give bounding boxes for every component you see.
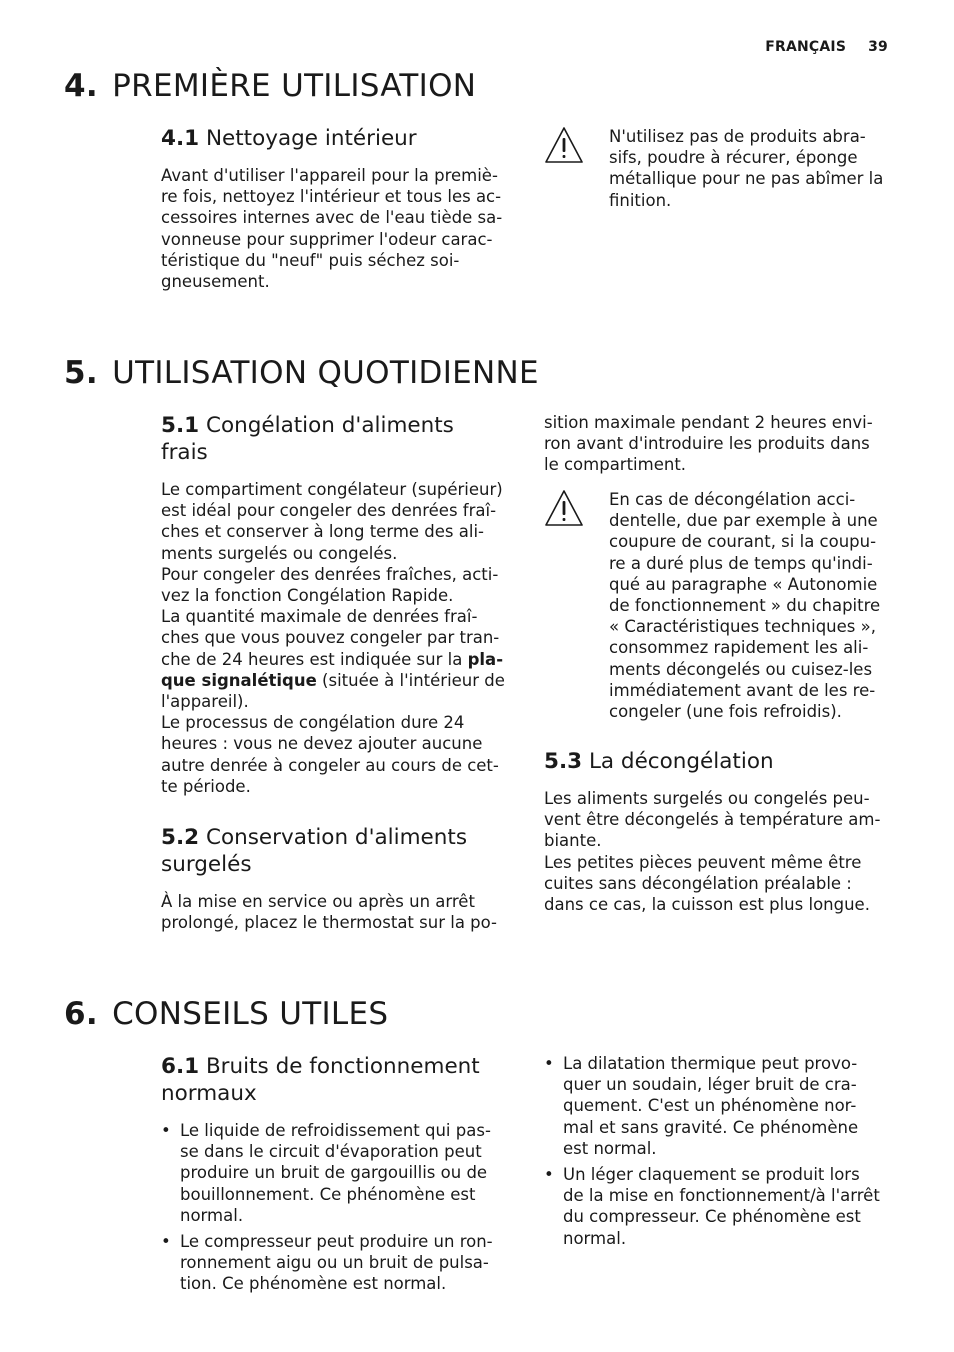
- subsection-number: 4.1: [161, 126, 200, 151]
- text-line: finition.: [609, 190, 672, 210]
- text-line: tion. Ce phénomène est normal.: [180, 1274, 447, 1294]
- subsection-title: Conservation d'aliments: [205, 825, 468, 850]
- subsection-4-1: [161, 125, 516, 292]
- list-item: [161, 1231, 516, 1295]
- text-line: le compartiment.: [544, 455, 687, 475]
- text-line: Pour congeler des denrées fraîches, acti-: [161, 564, 499, 584]
- text-line: coupure de courant, si la coupu-: [609, 532, 877, 552]
- warning-text: [609, 126, 901, 211]
- section-number: 6.: [64, 996, 98, 1032]
- list-item: [161, 1120, 516, 1226]
- text-line: • Un léger claquement se produit lors: [563, 1165, 860, 1185]
- text-line: congeler (une fois refroidis).: [609, 702, 842, 722]
- subsection-number: 5.3: [544, 749, 583, 774]
- text-line: normal.: [563, 1228, 627, 1248]
- subsection-5-2: [161, 824, 516, 933]
- text-line: sition maximale pendant 2 heures envi-: [544, 413, 873, 432]
- bullet-column-right: [544, 1053, 899, 1254]
- text-line: vez la fonction Congélation Rapide.: [161, 586, 454, 606]
- text-line: • Le compresseur peut produire un ron-: [180, 1232, 493, 1252]
- text-line: sifs, poudre à récurer, éponge: [609, 148, 858, 168]
- text-line: cuites sans décongélation préalable :: [544, 873, 852, 893]
- section-number: 4.: [64, 68, 98, 104]
- text-line: Les aliments surgelés ou congelés peu-: [544, 789, 870, 808]
- text-line: Le processus de congélation dure 24: [161, 713, 465, 733]
- text-line: ronnement aigu ou un bruit de pulsa-: [180, 1253, 489, 1273]
- text-line: Les petites pièces peuvent même être: [544, 852, 862, 872]
- bullet-list: [544, 1053, 899, 1249]
- text-line: re a duré plus de temps qu'indi-: [609, 553, 873, 573]
- subsection-title: Nettoyage intérieur: [205, 126, 417, 151]
- text-line: biante.: [544, 831, 602, 851]
- section-number: 5.: [64, 355, 98, 391]
- paragraph: [161, 891, 516, 933]
- header-language: FRANÇAIS: [765, 39, 847, 55]
- text-line: quer un soudain, léger bruit de cra-: [563, 1075, 857, 1095]
- section-5-heading: [64, 355, 539, 391]
- text-line: « Caractéristiques techniques »,: [609, 617, 876, 637]
- list-item: [544, 1053, 899, 1159]
- text-line: dentelle, due par exemple à une: [609, 511, 878, 531]
- text-line: ron avant d'introduire les produits dans: [544, 434, 870, 454]
- text-line: [161, 670, 516, 691]
- text-line: ches et conserver à long terme des ali-: [161, 522, 484, 542]
- paragraph: [161, 165, 516, 292]
- text-line: se dans le circuit d'évaporation peut: [180, 1142, 482, 1162]
- text-line: ches que vous pouvez congeler par tran-: [161, 628, 500, 648]
- subsection-title-cont: surgelés: [161, 852, 252, 877]
- text-line: normal.: [180, 1205, 244, 1225]
- text-line: [161, 649, 516, 670]
- text-line: l'appareil).: [161, 692, 249, 712]
- subsection-number: 5.1: [161, 413, 200, 438]
- paragraph-continuation: [544, 412, 899, 476]
- text-line: gneusement.: [161, 272, 270, 292]
- section-title: CONSEILS UTILES: [112, 996, 389, 1032]
- page-number: 39: [868, 39, 888, 55]
- text-line: ments décongelés ou cuisez-les: [609, 659, 873, 679]
- subsection-heading: [161, 824, 516, 878]
- subsection-title-cont: frais: [161, 440, 208, 465]
- subsection-number: 6.1: [161, 1054, 200, 1079]
- text-line: cessoires internes avec de l'eau tiède sa-: [161, 208, 503, 228]
- warning-text: [609, 489, 901, 722]
- text-line: • Le liquide de refroidissement qui pas-: [180, 1121, 491, 1140]
- text-line: est normal.: [563, 1138, 657, 1158]
- text-line: vonneuse pour supprimer l'odeur carac-: [161, 229, 493, 249]
- bullet-list: [161, 1120, 516, 1295]
- paragraph: [544, 788, 899, 915]
- text-line: du compresseur. Ce phénomène est: [563, 1207, 861, 1227]
- text-line: heures : vous ne devez ajouter aucune: [161, 734, 483, 754]
- paragraph: [161, 479, 516, 797]
- text-line: En cas de décongélation acci-: [609, 490, 856, 509]
- text-line: qué au paragraphe « Autonomie: [609, 574, 878, 594]
- bold-text: pla-: [467, 649, 504, 669]
- warning-triangle-icon: [544, 126, 584, 164]
- text-line: de la mise en fonctionnement/à l'arrêt: [563, 1186, 880, 1206]
- text-line: N'utilisez pas de produits abra-: [609, 127, 866, 146]
- text-line: À la mise en service ou après un arrêt: [161, 892, 475, 911]
- text-line: bouillonnement. Ce phénomène est: [180, 1184, 476, 1204]
- subsection-title-cont: normaux: [161, 1081, 257, 1106]
- text-line: dans ce cas, la cuisson est plus longue.: [544, 895, 870, 915]
- text-line: autre denrée à congeler au cours de cet-: [161, 755, 499, 775]
- section-4-heading: [64, 68, 476, 104]
- subsection-heading: [161, 125, 516, 152]
- text-span: (située à l'intérieur de: [316, 670, 505, 690]
- text-line: immédiatement avant de les re-: [609, 680, 876, 700]
- text-line: te période.: [161, 776, 251, 796]
- text-line: • La dilatation thermique peut provo-: [563, 1054, 858, 1073]
- subsection-title: Congélation d'aliments: [205, 413, 454, 438]
- warning-triangle-icon: [544, 489, 584, 527]
- text-line: Avant d'utiliser l'appareil pour la premiè-: [161, 166, 498, 185]
- text-line: de fonctionnement » du chapitre: [609, 596, 881, 616]
- section-title: PREMIÈRE UTILISATION: [112, 68, 477, 104]
- text-line: téristique du "neuf" puis séchez soi-: [161, 250, 460, 270]
- text-line: vent être décongelés à température am-: [544, 810, 881, 830]
- subsection-5-3: [544, 748, 899, 915]
- subsection-title: Bruits de fonctionnement: [205, 1054, 480, 1079]
- subsection-number: 5.2: [161, 825, 200, 850]
- text-line: produire un bruit de gargouillis ou de: [180, 1163, 488, 1183]
- subsection-6-1: [161, 1053, 516, 1300]
- text-line: métallique pour ne pas abîmer la: [609, 169, 884, 189]
- warning-box: [544, 489, 904, 724]
- text-line: La quantité maximale de denrées fraî-: [161, 607, 478, 627]
- section-6-heading: [64, 996, 388, 1032]
- text-line: Le compartiment congélateur (supérieur): [161, 480, 503, 499]
- text-line: consommez rapidement les ali-: [609, 638, 869, 658]
- section-title: UTILISATION QUOTIDIENNE: [112, 355, 539, 391]
- bold-text: que signalétique: [161, 670, 317, 690]
- text-line: est idéal pour congeler des denrées fraî-: [161, 501, 497, 521]
- subsection-heading: [544, 748, 899, 775]
- warning-box: [544, 126, 904, 216]
- text-span: che de 24 heures est indiquée sur la: [161, 649, 468, 669]
- text-line: mal et sans gravité. Ce phénomène: [563, 1117, 859, 1137]
- list-item: [544, 1164, 899, 1249]
- subsection-heading: [161, 412, 516, 466]
- text-line: ments surgelés ou congelés.: [161, 543, 398, 563]
- subsection-title: La décongélation: [588, 749, 774, 774]
- subsection-5-1: [161, 412, 516, 797]
- text-line: re fois, nettoyez l'intérieur et tous les ac-: [161, 187, 502, 207]
- text-line: quement. C'est un phénomène nor-: [563, 1096, 857, 1116]
- text-line: prolongé, placez le thermostat sur la po-: [161, 913, 498, 933]
- running-header: [765, 39, 888, 55]
- subsection-heading: [161, 1053, 516, 1107]
